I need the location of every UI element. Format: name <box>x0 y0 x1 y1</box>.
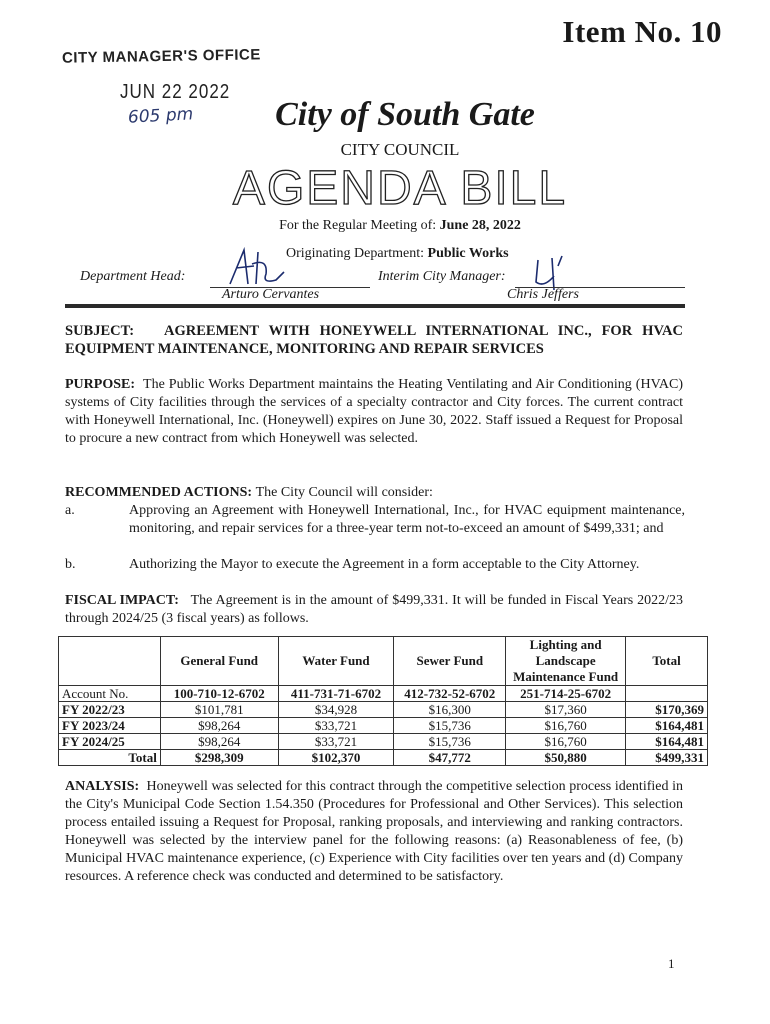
list-marker: b. <box>65 557 76 572</box>
table-header-cell <box>59 637 161 686</box>
table-cell: $164,481 <box>626 734 708 750</box>
meeting-prefix: For the Regular Meeting of: <box>279 218 440 233</box>
received-stamp-office: CITY MANAGER'S OFFICE <box>61 46 261 67</box>
agenda-bill-title <box>0 162 770 212</box>
table-header-cell: Water Fund <box>278 637 394 686</box>
table-cell: $15,736 <box>394 734 506 750</box>
city-manager-name: Chris Jeffers <box>507 287 579 302</box>
table-cell: $16,760 <box>506 718 626 734</box>
table-cell: 411-731-71-6702 <box>278 686 394 702</box>
table-total-row <box>59 750 708 766</box>
analysis-text: Honeywell was selected for this contract through the competitive selection process identified in the City's Municipal Code Section 1.54.350 (Procedures for Professional and Other Services). This selection process entailed issuing a Request for Proposal, ranking proposals, and interviewing and ranking contractors. Honeywell was selected by the interview panel for the following reasons: (a) Reasonableness of fee, (b) Municipal HVAC maintenance experience, (c) Experience with City facilities over ten years and (d) Company resources. A reference check was conducted and determined to be satisfactory. <box>65 779 683 884</box>
fiscal-label: FISCAL IMPACT: <box>65 593 179 608</box>
table-row-label: FY 2022/23 <box>59 702 161 718</box>
table-cell: $15,736 <box>394 718 506 734</box>
agenda-bill-text: AGENDA BILL <box>232 162 568 212</box>
analysis-label: ANALYSIS: <box>65 779 140 794</box>
table-cell: 100-710-12-6702 <box>160 686 278 702</box>
purpose-label: PURPOSE: <box>65 377 135 392</box>
orig-dept-prefix: Originating Department: <box>286 246 428 261</box>
table-cell: $101,781 <box>160 702 278 718</box>
list-item-text: Approving an Agreement with Honeywell International, Inc., for HVAC equipment maintenance, monitoring, and repair services for a three-year term not-to-exceed an amount of $499,331; and <box>129 503 685 536</box>
recommended-label: RECOMMENDED ACTIONS: <box>65 485 253 500</box>
recommended-intro: The City Council will consider: <box>255 485 433 500</box>
table-cell: $16,300 <box>394 702 506 718</box>
received-stamp-time: 605 pm <box>127 104 194 128</box>
table-row-label: FY 2023/24 <box>59 718 161 734</box>
city-manager-label: Interim City Manager: <box>378 269 506 284</box>
subject-label: SUBJECT: <box>65 323 135 339</box>
table-header-cell: General Fund <box>160 637 278 686</box>
table-header-cell: Sewer Fund <box>394 637 506 686</box>
table-cell: $33,721 <box>278 718 394 734</box>
department-head-label: Department Head: <box>80 269 186 284</box>
purpose-text: The Public Works Department maintains the Heating Ventilating and Air Conditioning (HVAC) systems of City facilities through the services of a specialty contractor and City forces. The current contract with Honeywell International, Inc. (Honeywell) expires on June 30, 2022. Staff issued a Request for Proposal to procure a new contract from which Honeywell was selected. <box>65 377 683 446</box>
table-row-label: Total <box>59 750 161 766</box>
agenda-bill-outline-text <box>180 162 590 212</box>
table-row <box>59 686 708 702</box>
list-item-text: Authorizing the Mayor to execute the Agreement in a form acceptable to the City Attorney. <box>129 557 640 572</box>
funding-table <box>58 636 708 766</box>
table-cell: $102,370 <box>278 750 394 766</box>
meeting-line <box>0 218 770 234</box>
recommended-actions-heading <box>65 484 683 502</box>
meeting-date: June 28, 2022 <box>439 218 521 233</box>
fiscal-impact-section <box>65 592 683 628</box>
table-header-cell: Total <box>626 637 708 686</box>
item-number: Item No. 10 <box>562 14 722 49</box>
department-head-signature <box>222 244 292 290</box>
fiscal-text: The Agreement is in the amount of $499,331. It will be funded in Fiscal Years 2022/23 through 2024/25 (3 fiscal years) as follows. <box>65 593 683 626</box>
table-cell: $170,369 <box>626 702 708 718</box>
city-manager-signature <box>528 252 576 292</box>
recommended-action-item <box>65 502 685 538</box>
table-header-row <box>59 637 708 686</box>
council-heading: CITY COUNCIL <box>340 140 460 159</box>
purpose-section <box>65 376 683 448</box>
table-header-cell: Lighting and Landscape Maintenance Fund <box>506 637 626 686</box>
table-row <box>59 702 708 718</box>
table-cell: $34,928 <box>278 702 394 718</box>
city-name: City of South Gate <box>275 96 535 133</box>
table-cell: 251-714-25-6702 <box>506 686 626 702</box>
table-cell: $98,264 <box>160 734 278 750</box>
recommended-action-item <box>65 556 685 574</box>
table-cell: $98,264 <box>160 718 278 734</box>
list-marker: a. <box>65 503 75 518</box>
table-cell: $50,880 <box>506 750 626 766</box>
orig-dept-value: Public Works <box>427 246 509 261</box>
table-row <box>59 718 708 734</box>
table-cell: $298,309 <box>160 750 278 766</box>
table-row-label: Account No. <box>59 686 161 702</box>
department-head-name: Arturo Cervantes <box>222 287 320 302</box>
table-cell: $33,721 <box>278 734 394 750</box>
table-cell: 412-732-52-6702 <box>394 686 506 702</box>
table-cell: $499,331 <box>626 750 708 766</box>
table-cell: $164,481 <box>626 718 708 734</box>
header-divider <box>65 304 685 308</box>
page-number: 1 <box>668 956 675 971</box>
originating-department-line <box>286 246 509 262</box>
analysis-section <box>65 778 683 886</box>
table-cell <box>626 686 708 702</box>
received-stamp-date: JUN 22 2022 <box>120 80 231 103</box>
table-cell: $16,760 <box>506 734 626 750</box>
subject-text: AGREEMENT WITH HONEYWELL INTERNATIONAL INC., FOR HVAC EQUIPMENT MAINTENANCE, MONITORING AND REPAIR SERVICES <box>65 323 683 357</box>
table-cell: $17,360 <box>506 702 626 718</box>
table-cell: $47,772 <box>394 750 506 766</box>
table-row-label: FY 2024/25 <box>59 734 161 750</box>
table-row <box>59 734 708 750</box>
subject-section <box>65 322 683 358</box>
